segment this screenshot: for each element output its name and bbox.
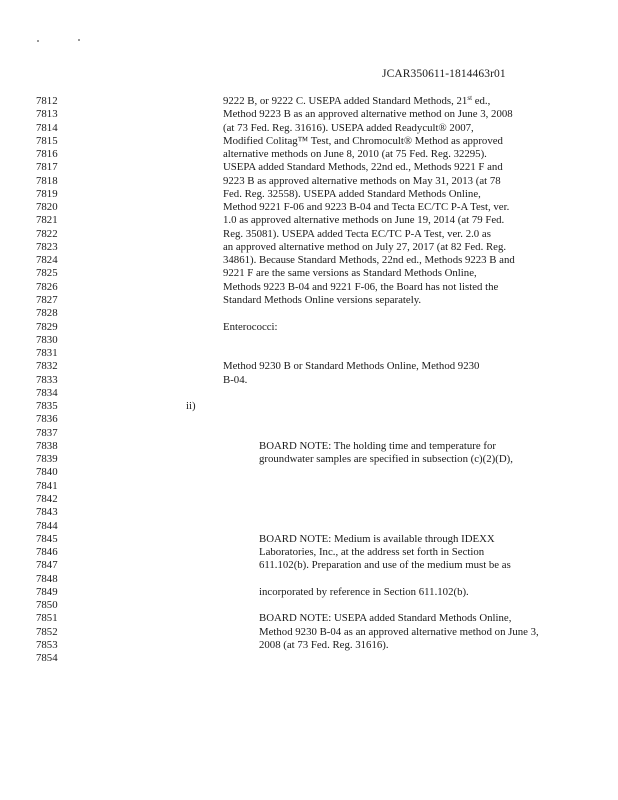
text-line: 7818 9223 B as approved alternative methods on May 31, 2013 (at 78 — [36, 174, 501, 187]
line-number: 7834 — [36, 386, 58, 399]
text-line — [0, 705, 618, 718]
text-line: 7816 alternative methods on June 8, 2010 (at 75 Fed. Reg. 32295). — [36, 148, 487, 161]
text-line: 7851 BOARD NOTE: USEPA added Standard Methods Online, — [36, 612, 512, 625]
line-number: 7852 — [36, 625, 58, 638]
text-line — [0, 573, 618, 586]
line-number: 7823 — [36, 240, 58, 253]
text-line — [0, 334, 618, 347]
text-line: 7849 incorporated by reference in Section 611.102(b). — [36, 585, 469, 598]
line-number: 7827 — [36, 293, 58, 306]
line-number: 7849 — [36, 585, 58, 598]
text-line — [0, 679, 618, 692]
text-line — [0, 427, 618, 440]
text-line: 7833 B-04. — [36, 373, 248, 386]
line-number: 7813 — [36, 108, 58, 121]
text-line — [0, 307, 618, 320]
text-line — [0, 652, 618, 665]
line-number: 7842 — [36, 492, 58, 505]
text-line: 7839 groundwater samples are specified in subsection (c)(2)(D), — [36, 453, 513, 466]
text-line — [0, 347, 618, 360]
scan-speck — [78, 39, 80, 41]
line-number: 7847 — [36, 559, 58, 572]
line-number: 7817 — [36, 161, 58, 174]
text-line: 7845 BOARD NOTE: Medium is available through IDEXX — [36, 532, 495, 545]
line-number: 7850 — [36, 599, 58, 612]
list-marker: ii) — [186, 400, 196, 413]
text-line: 7847 611.102(b). Preparation and use of the medium must be as — [36, 559, 511, 572]
line-number: 7853 — [36, 638, 58, 651]
line-number: 7828 — [36, 307, 58, 320]
line-number: 7830 — [36, 333, 58, 346]
text-line: 7827 Standard Methods Online versions separately. — [36, 293, 422, 306]
line-number: 7844 — [36, 519, 58, 532]
text-line — [0, 665, 618, 678]
line-number: 7835 — [36, 400, 58, 413]
line-number: 7837 — [36, 426, 58, 439]
scan-speck — [37, 40, 39, 42]
line-number: 7833 — [36, 373, 58, 386]
line-number: 7825 — [36, 267, 58, 280]
text-line: 7846 Laboratories, Inc., at the address set forth in Section — [36, 546, 485, 559]
text-line: 7825 9221 F are the same versions as Standard Methods Online, — [36, 267, 477, 280]
text-line — [0, 387, 618, 400]
line-number: 7819 — [36, 187, 58, 200]
text-line — [0, 520, 618, 533]
text-line — [0, 413, 618, 426]
text-line — [0, 599, 618, 612]
line-number: 7812 — [36, 95, 58, 107]
line-number: 7831 — [36, 347, 58, 360]
line-number: 7821 — [36, 214, 58, 227]
text-line: 7814 (at 73 Fed. Reg. 31616). USEPA added Readycult® 2007, — [36, 121, 474, 134]
line-number: 7848 — [36, 572, 58, 585]
line-number: 7836 — [36, 413, 58, 426]
text-line — [0, 506, 618, 519]
text-line: 7820 Method 9221 F-06 and 9223 B-04 and Tecta EC/TC P-A Test, ver. — [36, 201, 510, 214]
line-number: 7846 — [36, 546, 58, 559]
line-number: 7841 — [36, 479, 58, 492]
line-number: 7814 — [36, 121, 58, 134]
text-line — [0, 493, 618, 506]
line-numbered-text — [0, 95, 618, 745]
text-line: 7853 2008 (at 73 Fed. Reg. 31616). — [36, 638, 389, 651]
text-line — [0, 718, 618, 731]
text-line: 7822 Reg. 35081). USEPA added Tecta EC/TC P-A Test, ver. 2.0 as — [36, 227, 491, 240]
text-line: 7817 USEPA added Standard Methods, 22nd ed., Methods 9221 F and — [36, 161, 503, 174]
line-number: 7820 — [36, 201, 58, 214]
line-number: 7816 — [36, 148, 58, 161]
text-line: 7813 Method 9223 B as an approved alternative method on June 3, 2008 — [36, 108, 513, 121]
text-line: 7815 Modified Colitag™ Test, and Chromocult® Method as approved — [36, 134, 503, 147]
text-line: 7838 BOARD NOTE: The holding time and temperature for — [36, 439, 496, 452]
text-line: 7824 34861). Because Standard Methods, 22nd ed., Methods 9223 B and — [36, 254, 515, 267]
line-number: 7826 — [36, 280, 58, 293]
line-number: 7845 — [36, 532, 58, 545]
text-line — [0, 400, 618, 413]
text-line — [0, 732, 618, 745]
line-number: 7829 — [36, 320, 58, 333]
text-line — [0, 692, 618, 705]
text-line — [0, 480, 618, 493]
line-number: 7824 — [36, 254, 58, 267]
text-line: 7812 9222 B, or 9222 C. USEPA added Standard Methods, 21st ed., — [36, 94, 491, 107]
line-number: 7818 — [36, 174, 58, 187]
text-line: 7829 Enterococci: — [36, 320, 278, 333]
line-number: 7832 — [36, 360, 58, 373]
text-line — [0, 466, 618, 479]
document-id: JCAR350611-1814463r01 — [382, 68, 506, 80]
line-number: 7840 — [36, 466, 58, 479]
text-line: 7852 Method 9230 B-04 as an approved alternative method on June 3, — [36, 625, 539, 638]
line-number: 7851 — [36, 612, 58, 625]
text-line: 7819 Fed. Reg. 32558). USEPA added Standard Methods Online, — [36, 187, 481, 200]
line-number: 7822 — [36, 227, 58, 240]
line-number: 7854 — [36, 652, 58, 665]
text-line: 7826 Methods 9223 B-04 and 9221 F-06, the Board has not listed the — [36, 280, 499, 293]
text-line: 7832 Method 9230 B or Standard Methods Online, Method 9230 — [36, 360, 480, 373]
line-number: 7843 — [36, 506, 58, 519]
line-number: 7815 — [36, 134, 58, 147]
line-number: 7838 — [36, 439, 58, 452]
text-line: 7823 an approved alternative method on July 27, 2017 (at 82 Fed. Reg. — [36, 240, 507, 253]
line-number: 7839 — [36, 453, 58, 466]
text-line: 7821 1.0 as approved alternative methods on June 19, 2014 (at 79 Fed. — [36, 214, 505, 227]
